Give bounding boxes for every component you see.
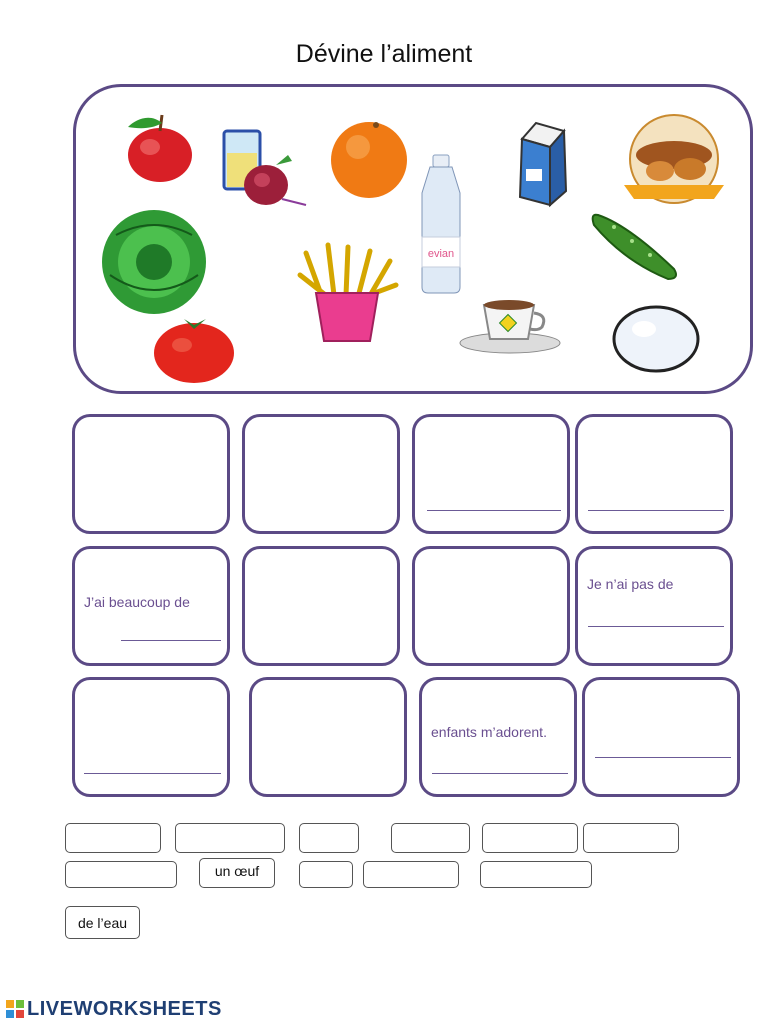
- food-picture-panel: [73, 84, 753, 394]
- bottle-label: evian: [427, 248, 455, 260]
- milk-carton-icon: [508, 119, 574, 209]
- word-chip[interactable]: [363, 861, 459, 888]
- answer-card: [582, 677, 740, 797]
- word-chip[interactable]: [391, 823, 470, 853]
- answer-card: [419, 677, 577, 797]
- juice-and-onion-icon: [218, 125, 310, 209]
- answer-card: [242, 414, 400, 534]
- word-chip[interactable]: [583, 823, 679, 853]
- tomato-icon: [150, 315, 242, 385]
- bread-basket-icon: [616, 109, 732, 207]
- word-chip[interactable]: [175, 823, 285, 853]
- logo-text: LIVEWORKSHEETS: [27, 997, 222, 1020]
- answer-blank[interactable]: [427, 510, 561, 511]
- answer-card: [412, 546, 570, 666]
- word-chip[interactable]: [65, 861, 177, 888]
- word-chip-un-oeuf[interactable]: un œuf: [199, 858, 275, 888]
- apple-icon: [120, 109, 200, 185]
- answer-card: [412, 414, 570, 534]
- answer-card: [72, 414, 230, 534]
- orange-icon: [326, 117, 412, 201]
- answer-card: [249, 677, 407, 797]
- answer-card: [72, 546, 230, 666]
- page-title: Dévine l’aliment: [295, 40, 473, 68]
- coffee-cup-icon: [458, 295, 566, 357]
- answer-blank[interactable]: [588, 626, 724, 627]
- answer-card: [575, 546, 733, 666]
- answer-blank[interactable]: [432, 773, 568, 774]
- egg-icon: [610, 301, 702, 377]
- card-text: J’ai beaucoup de: [84, 594, 190, 610]
- word-chip[interactable]: [65, 823, 161, 853]
- lettuce-icon: [96, 205, 212, 319]
- word-chip[interactable]: [482, 823, 578, 853]
- liveworksheets-logo: [6, 996, 222, 1022]
- answer-blank[interactable]: [588, 510, 724, 511]
- answer-card: [72, 677, 230, 797]
- answer-blank[interactable]: [84, 773, 221, 774]
- word-chip[interactable]: [480, 861, 592, 888]
- cucumber-icon: [588, 205, 686, 287]
- word-chip[interactable]: [299, 861, 353, 888]
- french-fries-icon: [292, 237, 402, 347]
- water-bottle-icon: [416, 153, 466, 295]
- logo-grid-icon: [6, 1000, 24, 1018]
- answer-card: [242, 546, 400, 666]
- card-text: enfants m’adorent.: [431, 724, 547, 740]
- word-chip[interactable]: [299, 823, 359, 853]
- card-text: Je n’ai pas de: [587, 576, 674, 592]
- answer-blank[interactable]: [121, 640, 221, 641]
- word-chip-de-leau[interactable]: de l’eau: [65, 906, 140, 939]
- answer-blank[interactable]: [595, 757, 731, 758]
- answer-card: [575, 414, 733, 534]
